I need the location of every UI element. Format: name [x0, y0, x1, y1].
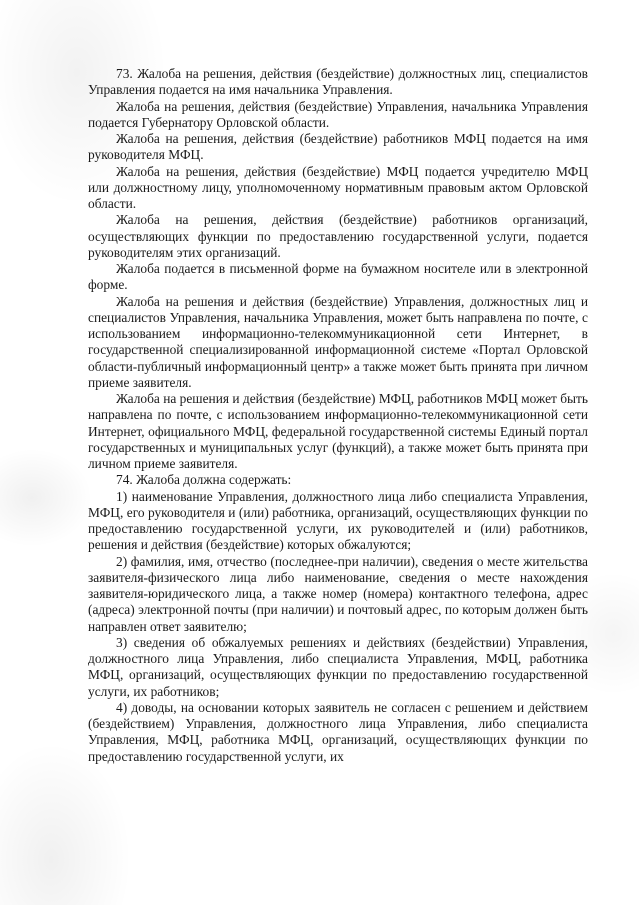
paragraph-organizations: Жалоба на решения, действия (бездействие) работников организаций, осуществляющих функции по предоставлению государственной услуги, подается руководителям этих организаций. — [88, 212, 588, 260]
document-body — [88, 66, 588, 765]
paragraph-mfc-founder: Жалоба на решения, действия (бездействие) МФЦ подается учредителю МФЦ или должностному лицу, уполномоченному нормативным правовым актом Орловской области. — [88, 163, 588, 211]
paragraph-form: Жалоба подается в письменной форме на бумажном носителе или в электронной форме. — [88, 261, 588, 293]
paragraph-73-intro: 73. Жалоба на решения, действия (бездействие) должностных лиц, специалистов Управления подается на имя начальника Управления. — [88, 66, 588, 98]
paragraph-74-heading: 74. Жалоба должна содержать: — [116, 472, 292, 488]
paragraph-directorate-channels: Жалоба на решения и действия (бездействие) Управления, должностных лиц и специалистов Управления, начальника Управления, может быть направлена по почте, с использованием информационно-телекоммуникационной сети Интернет, в государственной специализированной информационной системе «Портал Орловской области-публичный информационный центр» а также может быть принята при личном приеме заявителя. — [88, 293, 588, 390]
list-item-1: 1) наименование Управления, должностного лица либо специалиста Управления, МФЦ, его руководителя и (или) работника, организаций, осуществляющих функции по предоставлению государственной услуги, их руководителей и (или) работников, решения и действия (бездействие) которых обжалуются; — [88, 488, 588, 553]
paragraph-mfc-channels: Жалоба на решения и действия (бездействие) МФЦ, работников МФЦ может быть направлена по почте, с использованием информационно-телекоммуникационной сети Интернет, официального МФЦ, федеральной государственной системы Единый портал государственных и муниципальных услуг (функций), а также может быть принята при личном приеме заявителя. — [88, 391, 588, 471]
paragraph-governor: Жалоба на решения, действия (бездействие) Управления, начальника Управления подается Губернатору Орловской области. — [88, 98, 588, 130]
paragraph-mfc-head: Жалоба на решения, действия (бездействие) работников МФЦ подается на имя руководителя МФЦ. — [88, 131, 588, 163]
list-item-3: 3) сведения об обжалуемых решениях и действиях (бездействии) Управления, должностного лица Управления, либо специалиста Управления, МФЦ, работника МФЦ, организаций, осуществляющих функции по предоставлению государственной услуги, их работников; — [88, 634, 588, 699]
list-item-2: 2) фамилия, имя, отчество (последнее-при наличии), сведения о месте жительства заявителя-физического лица либо наименование, сведения о месте нахождения заявителя-юридического лица, а также номер (номера) контактного телефона, адрес (адреса) электронной почты (при наличии) и почтовый адрес, по которым должен быть направлен ответ заявителю; — [88, 553, 588, 634]
list-item-4: 4) доводы, на основании которых заявитель не согласен с решением и действием (бездействием) Управления, должностного лица Управления, либо специалиста Управления, МФЦ, работника МФЦ, организаций, осуществляющих функции по предоставлению государственной услуги, их — [88, 699, 588, 764]
